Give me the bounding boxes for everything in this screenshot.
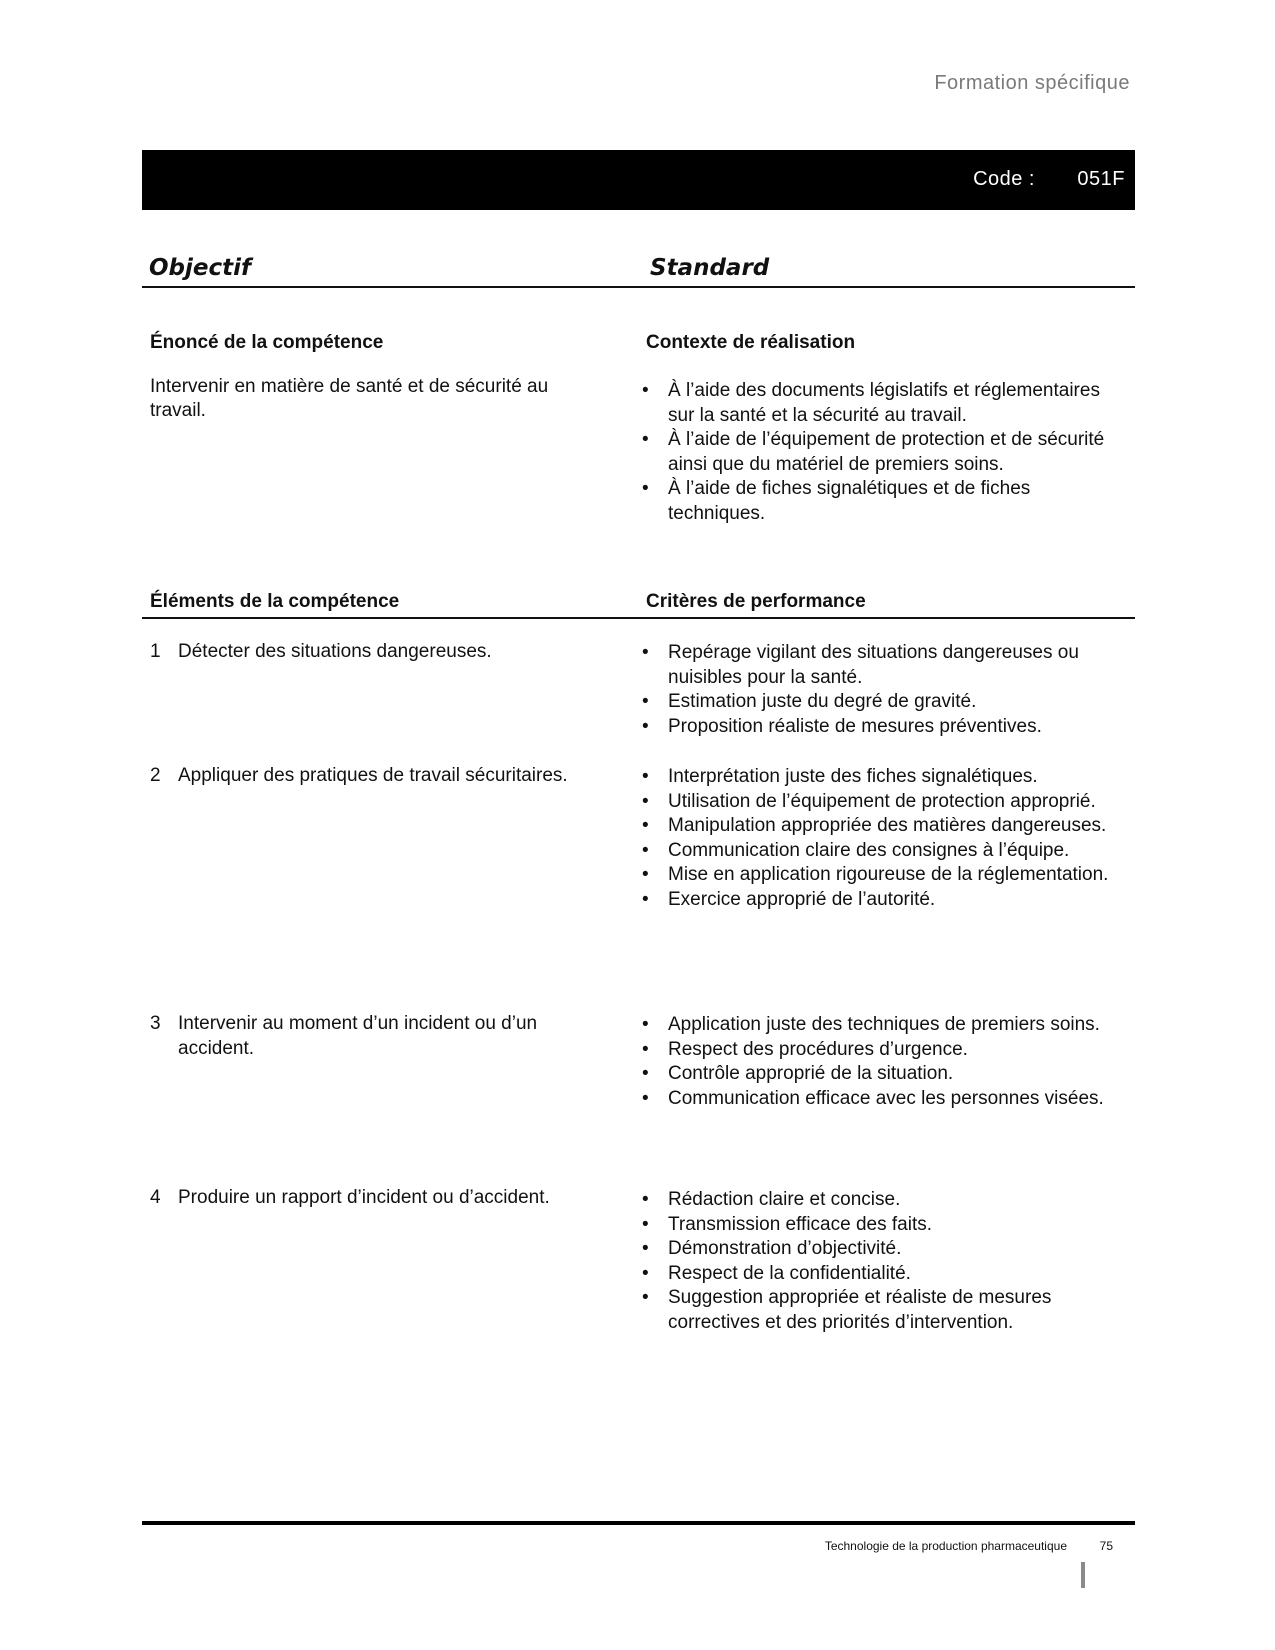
list-item: • Proposition réaliste de mesures préventives. bbox=[642, 715, 1122, 740]
list-item: • À l’aide des documents législatifs et réglementaires sur la santé et la sécurité au travail. bbox=[642, 380, 1100, 426]
objectif-heading: Objectif bbox=[149, 255, 252, 281]
list-item: • Mise en application rigoureuse de la réglementation. bbox=[642, 863, 1122, 888]
criteres-heading: Critères de performance bbox=[646, 591, 866, 612]
elements-heading: Éléments de la compétence bbox=[150, 591, 400, 612]
footer-rule bbox=[142, 1521, 1135, 1525]
bullet-icon: • bbox=[642, 429, 649, 450]
list-item: • Interprétation juste des fiches signalétiques. bbox=[642, 765, 1122, 790]
code-label: Code : bbox=[973, 168, 1035, 190]
list-item: • Exercice approprié de l’autorité. bbox=[642, 888, 1122, 913]
bullet-icon: • bbox=[642, 815, 649, 836]
contexte-heading: Contexte de réalisation bbox=[646, 332, 856, 353]
bullet-icon: • bbox=[642, 864, 649, 885]
bullet-icon: • bbox=[642, 1038, 649, 1060]
list-item: • Suggestion appropriée et réaliste de mesures correctives et des priorités d’intervention. bbox=[642, 1287, 1052, 1333]
list-item: • Manipulation appropriée des matières dangereuses. bbox=[642, 814, 1122, 839]
element-text: Appliquer des pratiques de travail sécuritaires. bbox=[178, 765, 568, 786]
criteria-list-3 bbox=[642, 1013, 1122, 1111]
list-item: • Démonstration d’objectivité. bbox=[642, 1237, 1122, 1262]
bullet-icon: • bbox=[642, 1063, 649, 1084]
competence-statement bbox=[150, 375, 605, 423]
list-item: • Transmission efficace des faits. bbox=[642, 1213, 1122, 1238]
element-text: Produire un rapport d’incident ou d’accident. bbox=[178, 1187, 550, 1208]
bullet-icon: • bbox=[642, 691, 649, 712]
bullet-icon: • bbox=[642, 642, 649, 663]
elements-divider bbox=[142, 617, 1135, 619]
bullet-icon: • bbox=[642, 888, 649, 910]
bullet-icon: • bbox=[642, 790, 649, 812]
footer-program: Technologie de la production pharmaceutique bbox=[824, 1539, 1067, 1553]
bullet-icon: • bbox=[642, 1213, 649, 1235]
bullet-icon: • bbox=[642, 1238, 649, 1259]
running-title: Formation spécifique bbox=[934, 72, 1130, 94]
code-bar bbox=[142, 150, 1135, 210]
bullet-icon: • bbox=[642, 1262, 649, 1284]
element-3 bbox=[150, 1012, 605, 1061]
bullet-icon: • bbox=[642, 1014, 649, 1035]
list-item: • Contrôle approprié de la situation. bbox=[642, 1062, 1122, 1087]
list-item: • À l’aide de fiches signalétiques et de fiches techniques. bbox=[642, 478, 1031, 524]
bullet-icon: • bbox=[642, 715, 649, 737]
list-item: • À l’aide de l’équipement de protection et de sécurité ainsi que du matériel de premiers soins. bbox=[642, 429, 1105, 475]
bullet-icon: • bbox=[642, 380, 649, 401]
criteria-list-4 bbox=[642, 1188, 1122, 1335]
list-item: • Application juste des techniques de premiers soins. bbox=[642, 1013, 1122, 1038]
element-text: Détecter des situations dangereuses. bbox=[178, 641, 492, 662]
element-number: 1 bbox=[150, 641, 161, 662]
list-item: • Communication claire des consignes à l’équipe. bbox=[642, 839, 1122, 864]
element-4 bbox=[150, 1186, 605, 1211]
standard-heading: Standard bbox=[650, 255, 770, 281]
list-item: • Communication efficace avec les personnes visées. bbox=[642, 1087, 1122, 1112]
list-item: • Respect des procédures d’urgence. bbox=[642, 1038, 1122, 1063]
contexte-list bbox=[642, 379, 1122, 526]
element-number: 2 bbox=[150, 765, 161, 786]
element-1 bbox=[150, 640, 605, 665]
list-item: • Respect de la confidentialité. bbox=[642, 1262, 1122, 1287]
bullet-icon: • bbox=[642, 839, 649, 861]
bullet-icon: • bbox=[642, 1189, 649, 1210]
criteria-list-2 bbox=[642, 765, 1122, 912]
criteria-list-1 bbox=[642, 641, 1122, 739]
competence-heading: Énoncé de la compétence bbox=[150, 332, 384, 353]
bullet-icon: • bbox=[642, 766, 649, 787]
list-item: • Repérage vigilant des situations dangereuses ou nuisibles pour la santé. bbox=[642, 642, 1079, 688]
competence-text: Intervenir en matière de santé et de sécurité au travail. bbox=[150, 376, 549, 421]
bullet-icon: • bbox=[642, 1287, 649, 1308]
element-number: 3 bbox=[150, 1013, 161, 1034]
element-number: 4 bbox=[150, 1187, 161, 1208]
list-item: • Utilisation de l’équipement de protection approprié. bbox=[642, 790, 1122, 815]
bullet-icon: • bbox=[642, 1087, 649, 1109]
footer-mark bbox=[1081, 1562, 1085, 1588]
bullet-icon: • bbox=[642, 478, 649, 499]
page-number: 75 bbox=[1099, 1539, 1113, 1553]
code-value: 051F bbox=[1077, 168, 1125, 190]
element-text: Intervenir au moment d’un incident ou d’un accident. bbox=[178, 1013, 538, 1059]
section-divider bbox=[142, 286, 1135, 288]
list-item: • Estimation juste du degré de gravité. bbox=[642, 690, 1122, 715]
element-2 bbox=[150, 764, 605, 789]
list-item: • Rédaction claire et concise. bbox=[642, 1188, 1122, 1213]
